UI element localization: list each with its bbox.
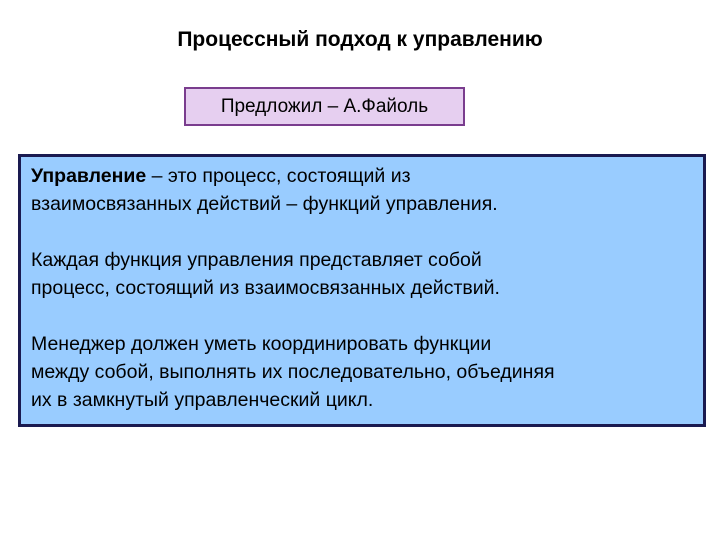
author-label: Предложил – А.Файоль [220, 95, 429, 117]
manager-paragraph [31, 330, 693, 414]
definition-term: Управление [31, 165, 147, 187]
manager-line-2: между собой, выполнять их последовательно, объединяя [31, 361, 555, 383]
definition-text: – это процесс, состоящий из [146, 165, 411, 187]
slide-title: Процессный подход к управлению [177, 28, 543, 51]
author-box [184, 87, 465, 126]
function-line-2: процесс, состоящий из взаимосвязанных действий. [31, 277, 500, 299]
definition-line-2: взаимосвязанных действий – функций управления. [31, 193, 498, 215]
manager-line-1: Менеджер должен уметь координировать функции [31, 333, 492, 355]
function-line-1: Каждая функция управления представляет собой [31, 249, 482, 271]
manager-line-3: их в замкнутый управленческий цикл. [31, 389, 374, 411]
content-box [18, 154, 706, 427]
function-paragraph [31, 246, 693, 302]
definition-paragraph [31, 162, 693, 218]
definition-line-1 [31, 162, 693, 190]
